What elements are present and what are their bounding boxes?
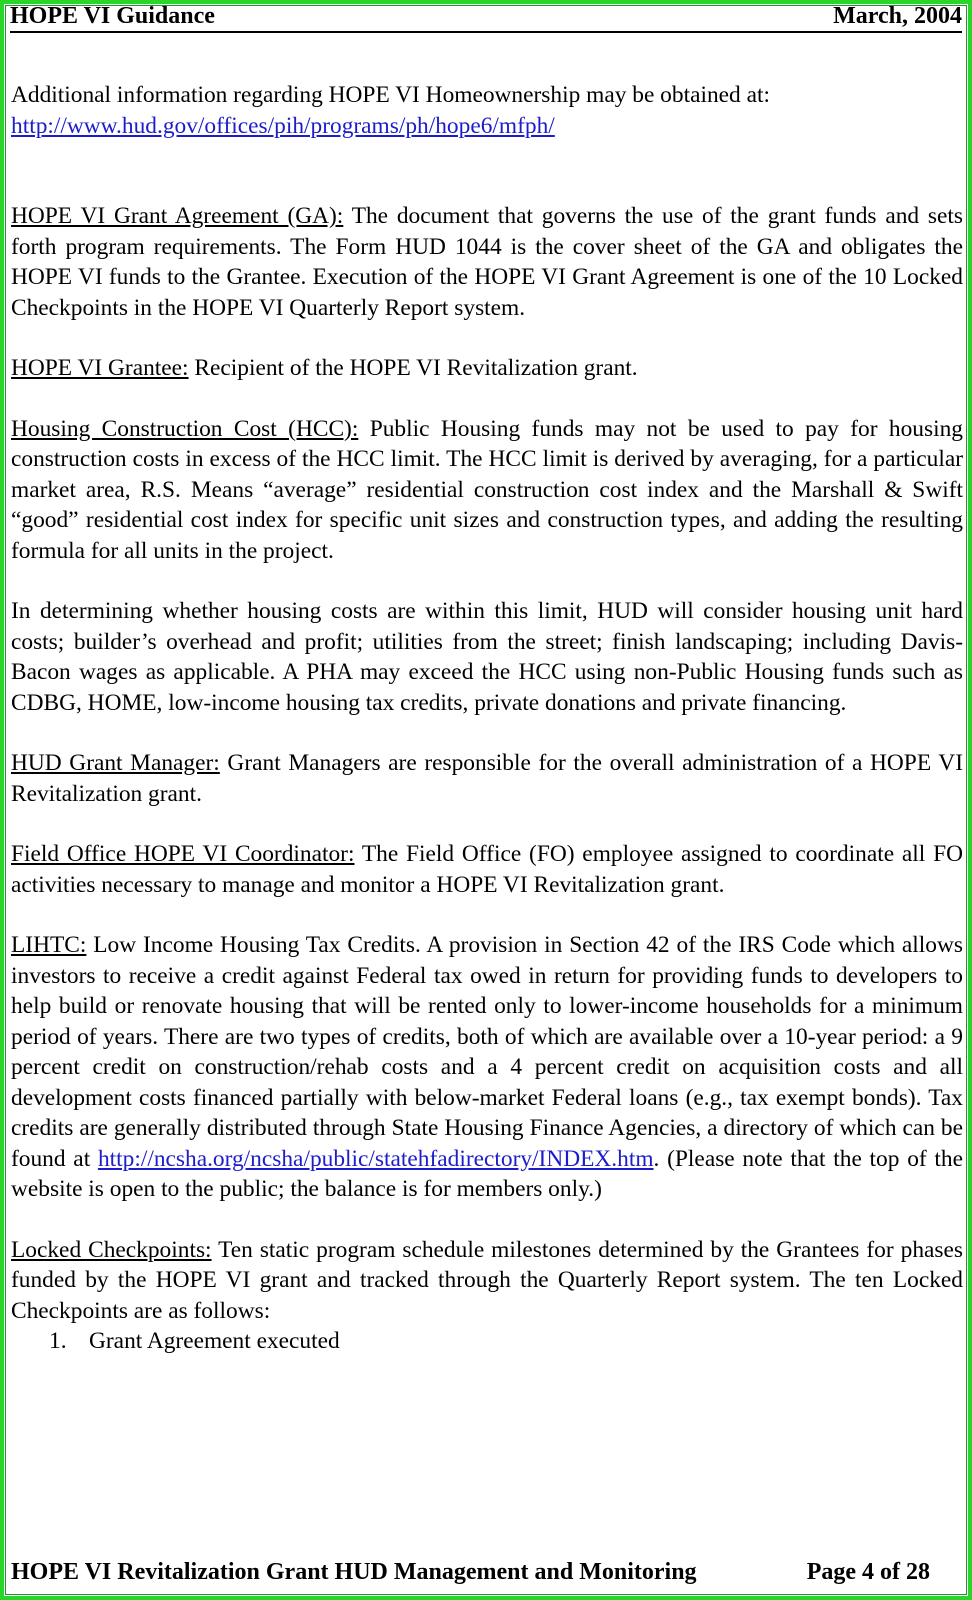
definition-term: HOPE VI Grantee: [11,355,189,381]
definition-term: HOPE VI Grant Agreement (GA): [11,203,344,229]
definition-grantee [11,353,963,384]
definition-text: Low Income Housing Tax Credits. A provision in Section 42 of the IRS Code which allows investors to receive a credit against Federal tax owed in return for providing funds to developers to help build or renovate housing that will be rented only to lower-income households for a minimum period of years. There are two types of credits, both of which are available over a 10-year period: a 9 percent credit on construction/rehab costs and a 4 percent credit on acquisition costs and all development costs financed partially with below-market Federal loans (e.g., tax exempt bonds). Tax credits are generally distributed through State Housing Finance Agencies, a directory of which can be found at [11,932,963,1172]
definition-text: . (Please note that the top of the website is open to the public; the balance is for members only.) [11,1145,963,1202]
list-text: Grant Agreement executed [89,1328,340,1354]
list-number: 1. [49,1328,67,1354]
definition-term: HUD Grant Manager: [11,750,220,776]
definition-text: Public Housing funds may not be used to pay for housing construction costs in excess of the HCC limit. The HCC limit is derived by averaging, for a particular market area, R.S. Means “average” residential construction cost index and the Marshall & Swift “good” residential cost index for specific unit sizes and construction types, and adding the resulting formula for all units in the project. [11,415,963,564]
document-body [11,80,963,1357]
definition-term: Housing Construction Cost (HCC): [11,415,359,442]
header-title: HOPE VI Guidance [10,3,215,29]
definition-locked-checkpoints [11,1235,963,1327]
page-footer [11,1559,930,1586]
definition-text: Ten static program schedule milestones determined by the Grantees for phases funded by the HOPE VI grant and tracked through the Quarterly Report system. The ten Locked Checkpoints are as follows: [11,1236,963,1324]
definition-field-office [11,839,963,900]
definition-text: Grant Managers are responsible for the overall administration of a HOPE VI Revitalization grant. [11,750,963,807]
footer-title: HOPE VI Revitalization Grant HUD Management and Monitoring [11,1559,697,1585]
definition-term: Locked Checkpoints: [11,1236,212,1263]
definition-grant-agreement [11,201,963,323]
hcc-followup-paragraph: In determining whether housing costs are within this limit, HUD will consider housing unit hard costs; builder’s overhead and profit; utilities from the street; finish landscaping; including Davis-Bacon wages as applicable. A PHA may exceed the HCC using non-Public Housing funds such as CDBG, HOME, low-income housing tax credits, private donations and private financing. [11,598,963,716]
definition-grant-manager [11,748,963,809]
page-number: Page 4 of 28 [806,1559,930,1585]
definition-term: Field Office HOPE VI Coordinator: [11,841,355,867]
header-date: March, 2004 [833,3,962,29]
ncsha-directory-link[interactable]: http://ncsha.org/ncsha/public/statehfadirectory/INDEX.htm [97,1145,654,1172]
spacer [11,141,963,201]
intro-paragraph [11,80,963,141]
definition-text: The Field Office (FO) employee assigned to coordinate all FO activities necessary to manage and monitor a HOPE VI Revitalization grant. [11,841,963,898]
definition-text: Recipient of the HOPE VI Revitalization grant. [188,355,638,381]
page-header [10,2,962,33]
intro-text: Additional information regarding HOPE VI Homeownership may be obtained at: [11,82,770,108]
definition-text: The document that governs the use of the grant funds and sets forth program requirements. The Form HUD 1044 is the cover sheet of the GA and obligates the HOPE VI funds to the Grantee. Execution of the HOPE VI Grant Agreement is one of the 10 Locked Checkpoints in the HOPE VI Quarterly Report system. [11,203,964,321]
definition-hcc [11,414,963,567]
homeownership-link[interactable]: http://www.hud.gov/offices/pih/programs/ph/hope6/mfph/ [11,112,555,139]
definition-lihtc [11,930,963,1205]
definition-term: LIHTC: [11,932,87,958]
list-item [11,1326,963,1357]
checkpoint-list [11,1326,963,1357]
